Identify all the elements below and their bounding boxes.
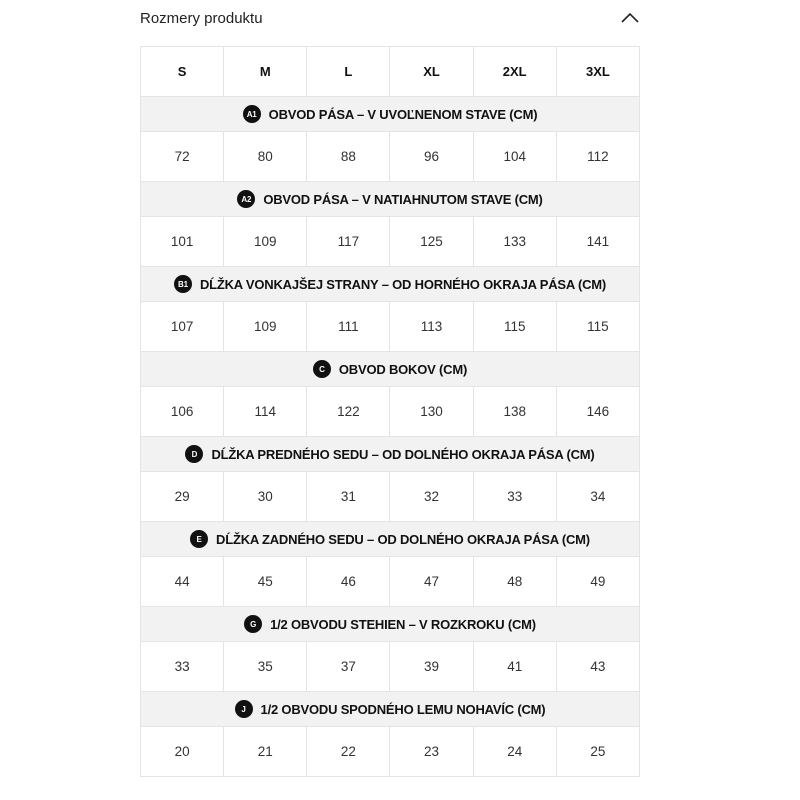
measurement-value-row [141, 557, 640, 607]
measurement-value-cell: 109 [224, 302, 307, 352]
measurement-value-cell: 47 [390, 557, 473, 607]
measurement-value-cell: 115 [473, 302, 556, 352]
accordion-title: Rozmery produktu [140, 9, 263, 27]
size-header-row [141, 47, 640, 97]
measurement-label: OBVOD PÁSA – V UVOĽNENOM STAVE (CM) [268, 106, 538, 122]
measurement-value-row [141, 727, 640, 777]
measurement-value-cell: 39 [390, 642, 473, 692]
measurement-label: 1/2 OBVODU STEHIEN – V ROZKROKU (CM) [270, 616, 536, 632]
measurement-value-cell: 35 [224, 642, 307, 692]
measurement-section-row [141, 182, 640, 217]
measurement-section-heading [243, 105, 538, 123]
measurement-value-cell: 96 [390, 132, 473, 182]
measurement-value-cell: 141 [556, 217, 639, 267]
measurement-value-cell: 43 [556, 642, 639, 692]
size-header-cell: 3XL [556, 47, 639, 97]
measurement-label: OBVOD PÁSA – V NATIAHNUTOM STAVE (CM) [263, 191, 543, 207]
measurement-section-cell [141, 352, 640, 387]
measurement-section-row [141, 522, 640, 557]
measurement-section-cell [141, 607, 640, 642]
measurement-value-cell: 138 [473, 387, 556, 437]
measurement-value-cell: 29 [141, 472, 224, 522]
measurement-label: DĹŽKA PREDNÉHO SEDU – OD DOLNÉHO OKRAJA PÁSA (CM) [211, 446, 595, 462]
measurement-value-cell: 122 [307, 387, 390, 437]
measurement-value-cell: 112 [556, 132, 639, 182]
size-accordion-header[interactable] [140, 0, 640, 46]
product-size-panel [140, 0, 640, 777]
measurement-section-heading [235, 700, 546, 718]
measurement-value-cell: 106 [141, 387, 224, 437]
measurement-badge: G [244, 615, 262, 633]
measurement-value-row [141, 472, 640, 522]
size-header-cell: M [224, 47, 307, 97]
measurement-section-heading [237, 190, 542, 208]
measurement-value-cell: 101 [141, 217, 224, 267]
measurement-section-row [141, 437, 640, 472]
measurement-value-cell: 23 [390, 727, 473, 777]
measurement-section-row [141, 607, 640, 642]
measurement-badge: J [235, 700, 253, 718]
measurement-value-cell: 133 [473, 217, 556, 267]
measurement-section-heading [313, 360, 467, 378]
measurement-section-cell [141, 97, 640, 132]
measurement-value-cell: 107 [141, 302, 224, 352]
measurement-label: DĹŽKA VONKAJŠEJ STRANY – OD HORNÉHO OKRAJA PÁSA (CM) [199, 276, 607, 292]
measurement-badge: B1 [174, 275, 192, 293]
measurement-value-cell: 80 [224, 132, 307, 182]
measurement-label: 1/2 OBVODU SPODNÉHO LEMU NOHAVÍC (CM) [260, 701, 546, 717]
measurement-badge: E [190, 530, 208, 548]
measurement-section-cell [141, 692, 640, 727]
measurement-section-row [141, 352, 640, 387]
measurement-section-row [141, 692, 640, 727]
measurement-label: DĹŽKA ZADNÉHO SEDU – OD DOLNÉHO OKRAJA PÁSA (CM) [216, 531, 590, 547]
measurement-value-cell: 115 [556, 302, 639, 352]
measurement-value-cell: 46 [307, 557, 390, 607]
measurement-badge: A2 [237, 190, 255, 208]
measurement-value-cell: 104 [473, 132, 556, 182]
measurement-value-cell: 125 [390, 217, 473, 267]
measurement-value-cell: 33 [141, 642, 224, 692]
measurement-section-row [141, 267, 640, 302]
measurement-value-row [141, 642, 640, 692]
measurement-value-row [141, 302, 640, 352]
size-header-cell: L [307, 47, 390, 97]
measurement-section-cell [141, 437, 640, 472]
measurement-section-heading [185, 445, 594, 463]
measurement-value-row [141, 217, 640, 267]
measurement-badge: C [313, 360, 331, 378]
measurement-value-cell: 88 [307, 132, 390, 182]
measurement-value-cell: 41 [473, 642, 556, 692]
size-header-cell: S [141, 47, 224, 97]
measurement-section-row [141, 97, 640, 132]
measurement-label: OBVOD BOKOV (CM) [338, 361, 468, 377]
size-table-body [141, 97, 640, 777]
measurement-value-row [141, 387, 640, 437]
measurement-value-cell: 34 [556, 472, 639, 522]
measurement-value-cell: 114 [224, 387, 307, 437]
measurement-badge: D [185, 445, 203, 463]
measurement-value-cell: 37 [307, 642, 390, 692]
measurement-section-cell [141, 522, 640, 557]
size-table [140, 46, 640, 777]
measurement-value-cell: 49 [556, 557, 639, 607]
measurement-value-cell: 111 [307, 302, 390, 352]
measurement-value-row [141, 132, 640, 182]
measurement-value-cell: 25 [556, 727, 639, 777]
measurement-value-cell: 109 [224, 217, 307, 267]
measurement-value-cell: 20 [141, 727, 224, 777]
measurement-value-cell: 45 [224, 557, 307, 607]
measurement-value-cell: 130 [390, 387, 473, 437]
measurement-value-cell: 21 [224, 727, 307, 777]
measurement-value-cell: 32 [390, 472, 473, 522]
chevron-up-icon[interactable] [620, 11, 640, 25]
measurement-value-cell: 44 [141, 557, 224, 607]
size-header-cell: 2XL [473, 47, 556, 97]
measurement-value-cell: 31 [307, 472, 390, 522]
measurement-section-heading [190, 530, 590, 548]
measurement-section-cell [141, 267, 640, 302]
measurement-section-heading [244, 615, 536, 633]
measurement-value-cell: 24 [473, 727, 556, 777]
measurement-value-cell: 48 [473, 557, 556, 607]
measurement-section-heading [174, 275, 606, 293]
measurement-value-cell: 33 [473, 472, 556, 522]
measurement-value-cell: 72 [141, 132, 224, 182]
measurement-value-cell: 113 [390, 302, 473, 352]
measurement-value-cell: 22 [307, 727, 390, 777]
measurement-section-cell [141, 182, 640, 217]
measurement-value-cell: 117 [307, 217, 390, 267]
size-header-cell: XL [390, 47, 473, 97]
measurement-value-cell: 30 [224, 472, 307, 522]
measurement-badge: A1 [243, 105, 261, 123]
measurement-value-cell: 146 [556, 387, 639, 437]
